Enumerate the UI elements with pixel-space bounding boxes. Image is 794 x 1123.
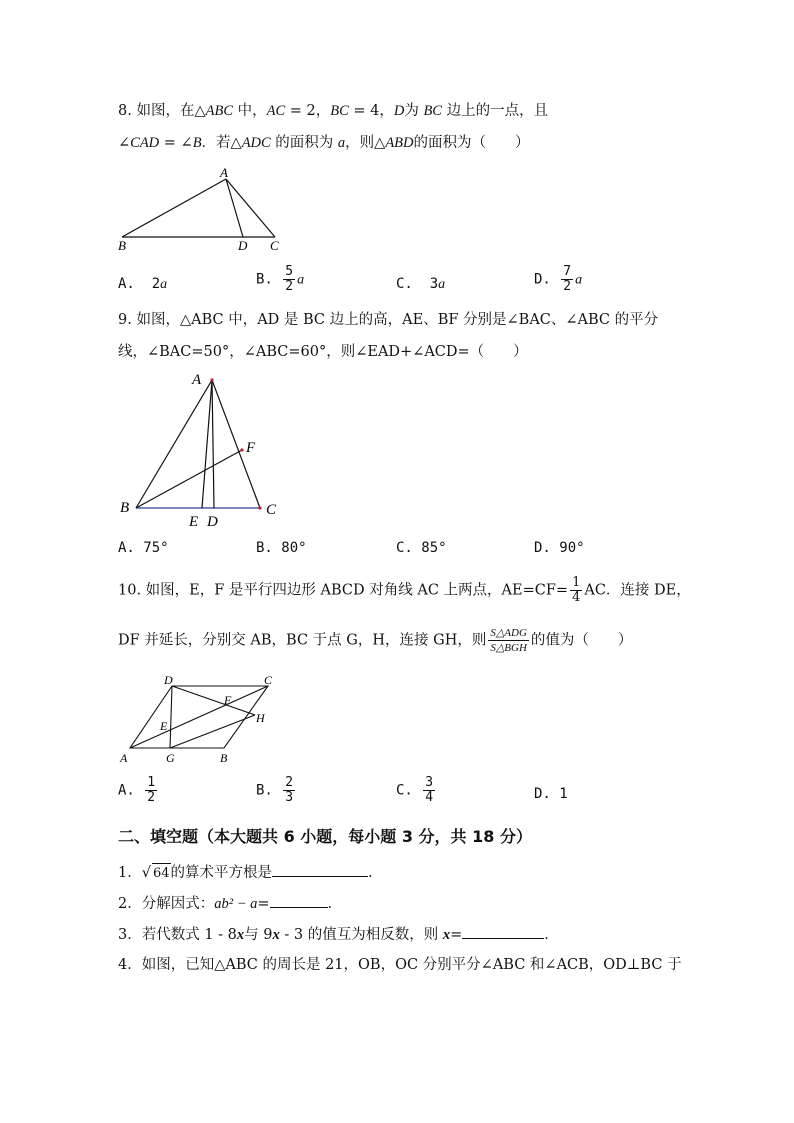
q10-option-c: C. $\frac{3}{4}$ bbox=[396, 775, 434, 805]
q9-option-d: D. 90° bbox=[534, 540, 585, 556]
q9-option-a: A. 75° bbox=[118, 540, 169, 556]
q8-label-b: B bbox=[118, 238, 126, 253]
q10-line2: DF 并延长，分别交 AB，BC 于点 G，H，连接 GH，则 $\frac{\text{S△ADG}}{\text{S△BGH}}$ 的值为（ ） bbox=[118, 627, 633, 654]
fill-q1-blank[interactable] bbox=[272, 862, 368, 877]
fill-q2: 2．分解因式：ab² − a= ． bbox=[118, 893, 342, 914]
q8-option-c: C. 3a bbox=[396, 276, 446, 292]
q9-label-d: D bbox=[207, 514, 218, 530]
q10-option-a: A. $\frac{1}{2}$ bbox=[118, 775, 156, 805]
q9-label-f: F bbox=[246, 440, 256, 456]
q10-label-f: F bbox=[224, 693, 232, 707]
q10-option-d: D. 1 bbox=[534, 786, 568, 802]
fill-q2-blank[interactable] bbox=[270, 893, 328, 908]
q9-line1: 9. 如图，△ABC 中，AD 是 BC 边上的高，AE、BF 分别是∠BAC、∠ABC 的平分 bbox=[118, 312, 659, 328]
fill-q4: 4．如图，已知△ABC 的周长是 21，OB，OC 分别平分∠ABC 和∠ACB，OD⊥BC 于 bbox=[118, 957, 682, 973]
fill-q3-blank[interactable] bbox=[462, 924, 544, 939]
q8-triangle-figure bbox=[110, 164, 300, 256]
q9-option-c: C. 85° bbox=[396, 540, 447, 556]
q10-label-g: G bbox=[166, 751, 175, 765]
fill-q1: 1．√ 64的算术平方根是 ． bbox=[118, 862, 383, 884]
q10-label-d: D bbox=[164, 673, 173, 687]
q8-line2: ∠CAD = ∠B．若△ADC 的面积为 a，则△ABD的面积为（ ） bbox=[118, 135, 530, 151]
q9-label-a: A bbox=[192, 372, 202, 388]
q9-triangle-figure bbox=[114, 366, 294, 532]
q10-parallelogram-figure bbox=[116, 672, 286, 768]
q10-option-b: B. $\frac{2}{3}$ bbox=[256, 775, 294, 805]
q9-line2: 线，∠BAC=50°，∠ABC=60°，则∠EAD+∠ACD=（ ） bbox=[118, 344, 528, 360]
q8-option-d: D. $\frac{7}{2}$ a bbox=[534, 264, 583, 294]
q9-label-b: B bbox=[120, 500, 130, 516]
q8-label-c: C bbox=[270, 238, 279, 253]
section-title-fill-in: 二、填空题（本大题共 6 小题，每小题 3 分，共 18 分） bbox=[118, 827, 532, 846]
q8-option-a: A. 2a bbox=[118, 276, 168, 292]
q10-label-h: H bbox=[256, 711, 265, 725]
q9-label-e: E bbox=[189, 514, 199, 530]
q8-label-a: A bbox=[220, 165, 228, 180]
q10-line1: 10. 如图，E，F 是平行四边形 ABCD 对角线 AC 上两点，AE=CF= $\frac{1}{4}$ AC．连接 DE， bbox=[118, 575, 691, 605]
q8-line1: 8. 如图，在△ABC 中，AC = 2，BC = 4，D为 BC 边上的一点，且 bbox=[118, 103, 549, 119]
q10-label-b: B bbox=[220, 751, 228, 765]
q9-option-b: B. 80° bbox=[256, 540, 307, 556]
q10-label-c: C bbox=[264, 673, 273, 687]
q9-label-c: C bbox=[266, 502, 277, 518]
q10-label-e: E bbox=[160, 719, 168, 733]
q8-label-d: D bbox=[238, 238, 248, 253]
q8-option-b: B. $\frac{5}{2}$ a bbox=[256, 264, 305, 294]
q10-label-a: A bbox=[120, 751, 128, 765]
sqrt-symbol: √ bbox=[141, 865, 151, 881]
fill-q3: 3．若代数式 1 - 8x与 9x - 3 的值互为相反数，则 x= ． bbox=[118, 924, 559, 945]
